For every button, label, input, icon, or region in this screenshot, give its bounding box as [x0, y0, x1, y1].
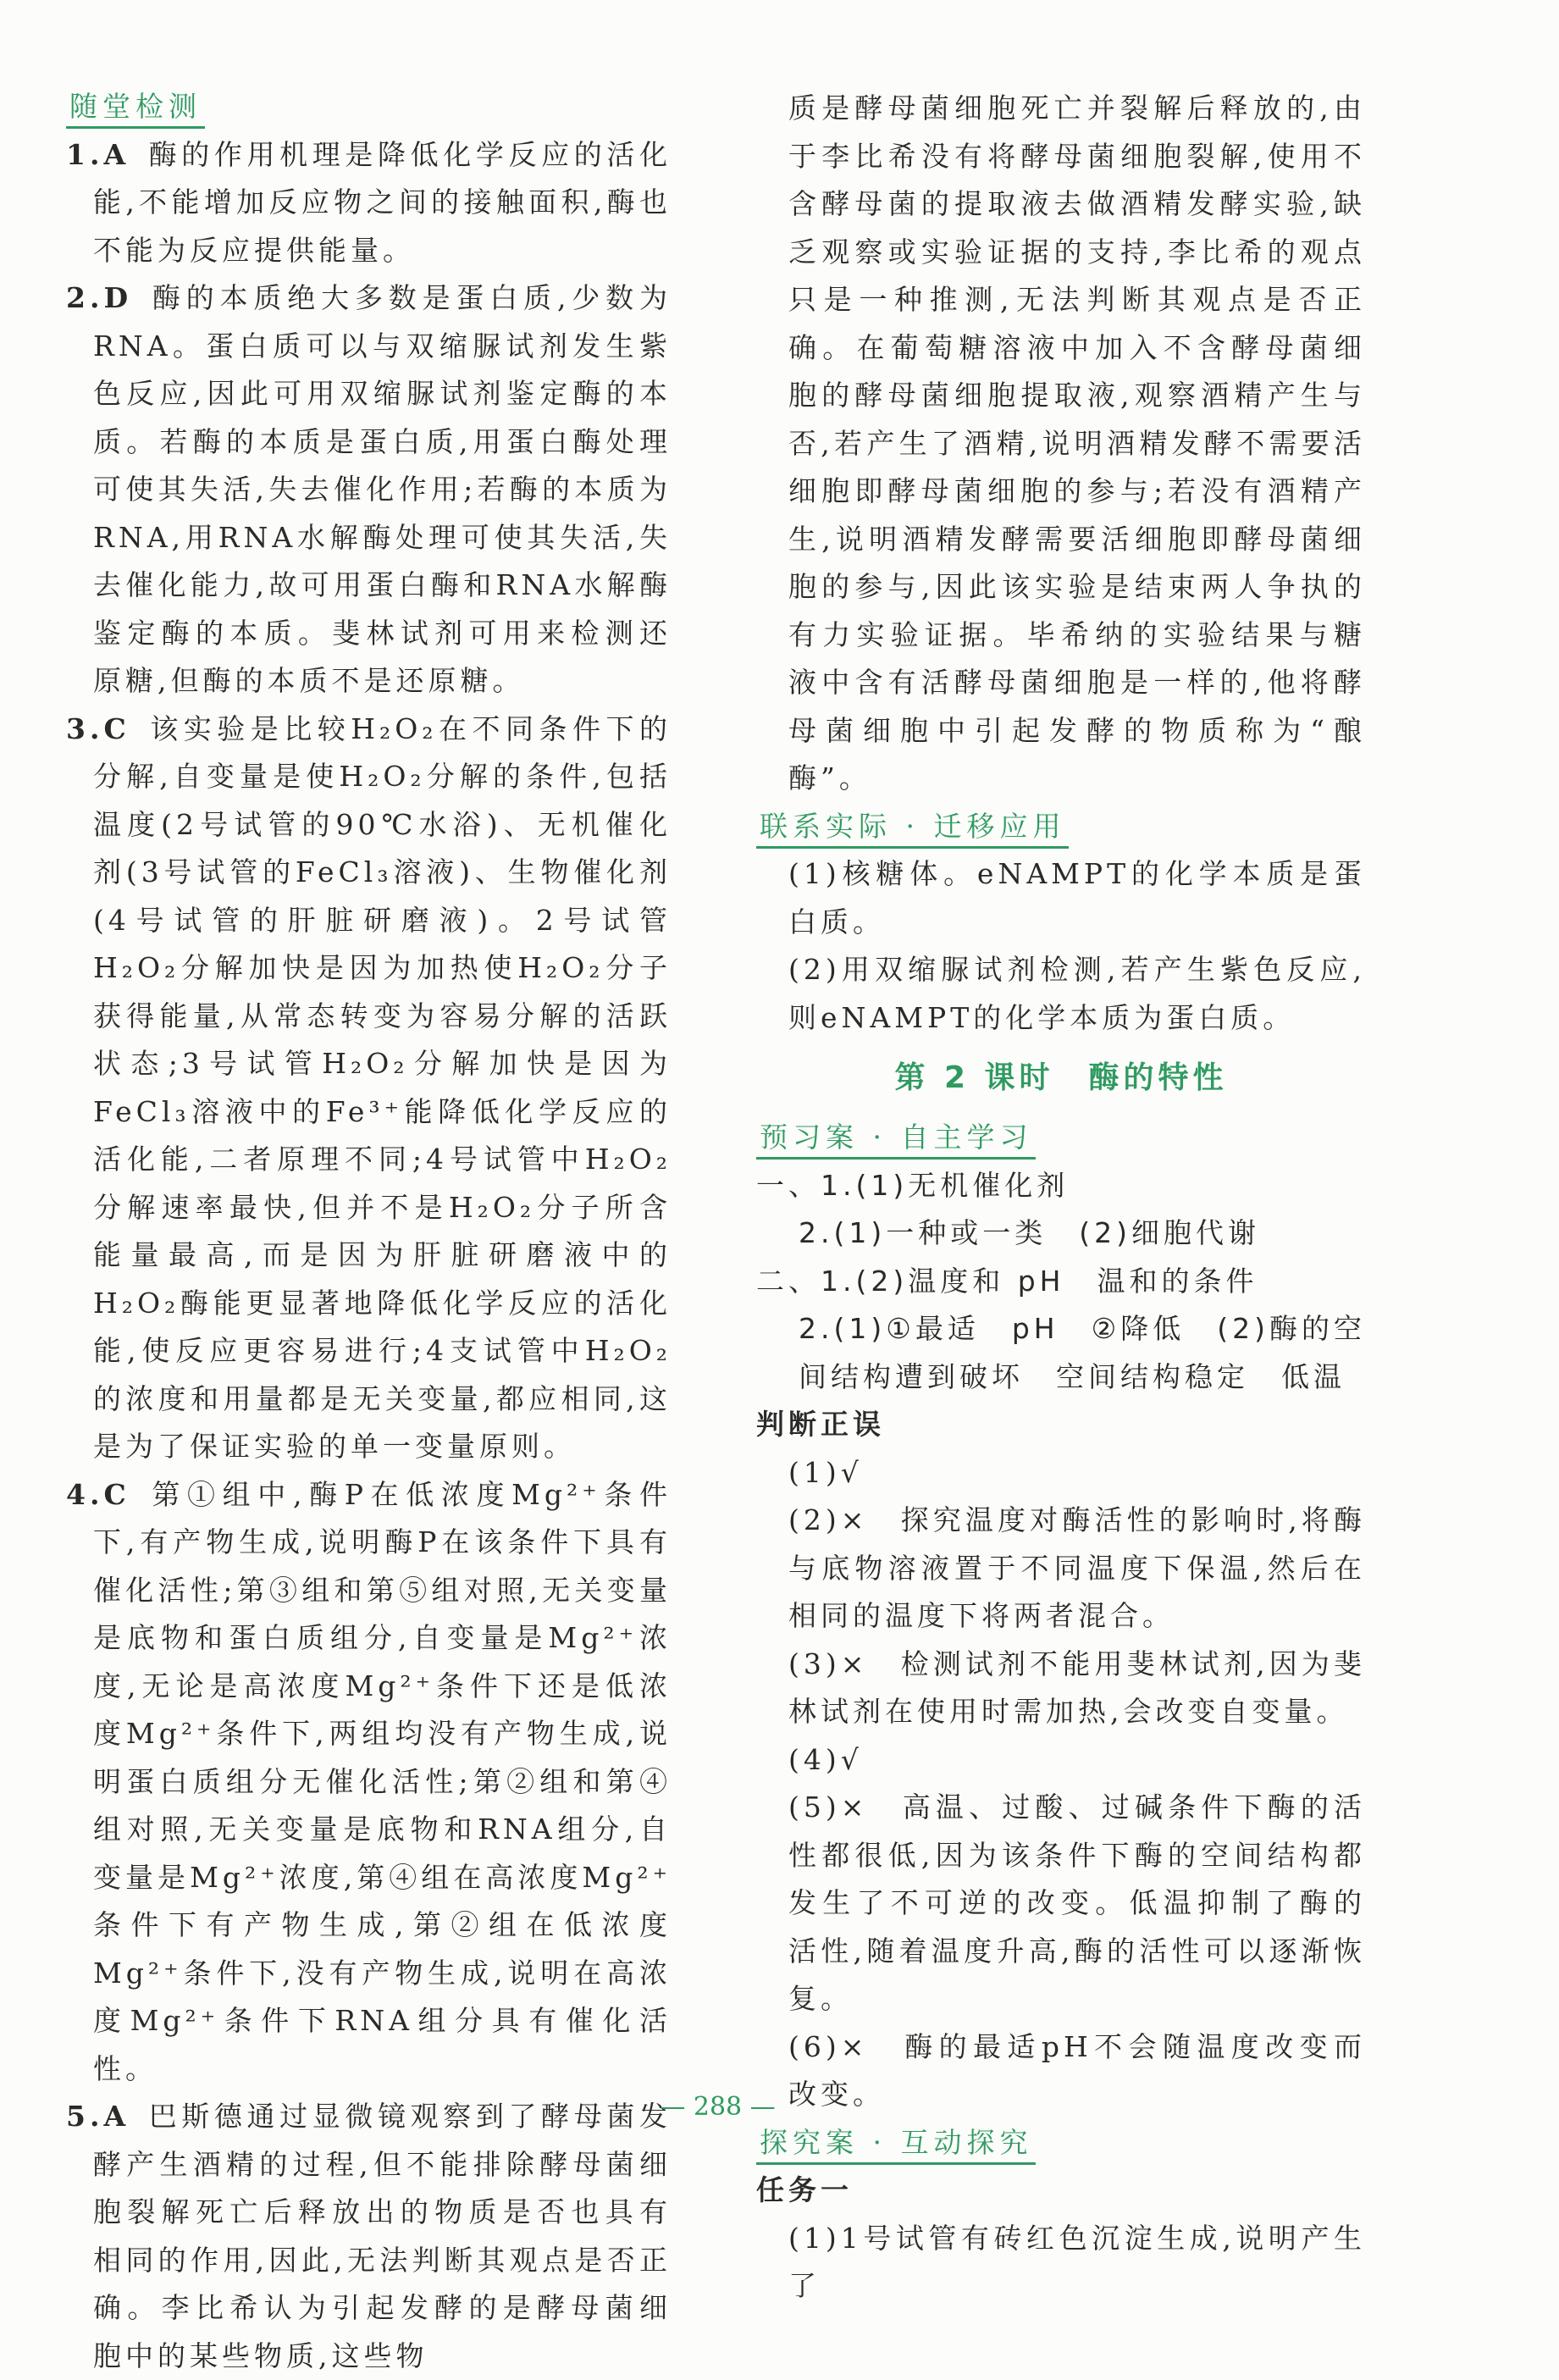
preview-answer: 2.(1)①最适 pH ②降低 (2)酶的空间结构遭到破坏 空间结构稳定 低温 — [799, 1312, 1366, 1393]
section-heading-classroom-check: 随堂检测 — [66, 87, 205, 129]
judge-heading: 判断正误 — [756, 1408, 885, 1441]
answer-explanation: 酶的作用机理是降低化学反应的活化能,不能增加反应物之间的接触面积,酶也不能为反应提供能量。 — [93, 137, 672, 267]
answer-explanation: 第①组中,酶P在低浓度Mg²⁺条件下,有产物生成,说明酶P在该条件下具有催化活性;第③组和第⑤组对照,无关变量是底物和蛋白质组分,自变量是Mg²⁺浓度,无论是高浓度Mg²⁺条件下还是低浓度Mg²⁺条件下,两组均没有产物生成,说明蛋白质组分无催化活性;第②组和第④组对照,无关变量是底物和RNA组分,自变量是Mg²⁺浓度,第④组在高浓度Mg²⁺条件下有产物生成,第②组在低浓度Mg²⁺条件下,没有产物生成,说明在高浓度Mg²⁺条件下RNA组分具有催化活性。 — [93, 1477, 672, 2085]
answer-number: 4. — [66, 1477, 104, 1511]
lesson-title: 第 2 课时 酶的特性 — [894, 1060, 1228, 1095]
answer-5-continuation: 质是酵母菌细胞死亡并裂解后释放的,由于李比希没有将酵母菌细胞裂解,使用不含酵母菌的提取液去做酒精发酵实验,缺乏观察或实验证据的支持,李比希的观点只是一种推测,无法判断其观点是否正确。在葡萄糖溶液中加入不含酵母菌细胞的酵母菌细胞提取液,观察酒精产生与否,若产生了酒精,说明酒精发酵不需要活细胞即酵母菌细胞的参与;若没有酒精产生,说明酒精发酵需要活细胞即酵母菌细胞的参与,因此该实验是结束两人争执的有力实验证据。毕希纳的实验结果与糖液中含有活酵母菌细胞是一样的,他将酵母菌细胞中引起发酵的物质称为“酿酶”。 — [788, 91, 1366, 794]
preview-answer: 一、1.(1)无机催化剂 — [756, 1168, 1070, 1202]
answer-choice: C — [103, 711, 130, 745]
judge-answer: (6)× 酶的最适pH不会随温度改变而改变。 — [788, 2029, 1366, 2111]
task-heading: 任务一 — [756, 2173, 853, 2206]
answer-number: 2. — [66, 281, 104, 314]
answer-number: 3. — [66, 711, 104, 745]
preview-answer: 2.(1)一种或一类 (2)细胞代谢 — [799, 1216, 1260, 1249]
answer-item — [66, 2093, 672, 2380]
judge-answer: (2)× 探究温度对酶活性的影响时,将酶与底物溶液置于不同温度下保温,然后在相同的温度下将两者混合。 — [788, 1503, 1366, 1632]
judge-answer: (1)√ — [788, 1455, 863, 1489]
answer-explanation: 巴斯德通过显微镜观察到了酵母菌发酵产生酒精的过程,但不能排除酵母菌细胞裂解死亡后释放出的物质是否也具有相同的作用,因此,无法判断其观点是否正确。李比希认为引起发酵的是酵母菌细胞中的某些物质,这些物 — [93, 2100, 672, 2372]
answer-item — [66, 706, 672, 1471]
practice-answer: (2)用双缩脲试剂检测,若产生紫色反应,则eNAMPT的化学本质为蛋白质。 — [788, 953, 1366, 1034]
practice-answer: (1)核糖体。eNAMPT的化学本质是蛋白质。 — [788, 857, 1366, 938]
page-number: — 288 — — [660, 2092, 776, 2122]
task-answer: (1)1号试管有砖红色沉淀生成,说明产生了 — [788, 2221, 1366, 2302]
answer-choice: D — [103, 281, 133, 314]
answer-explanation: 该实验是比较H₂O₂在不同条件下的分解,自变量是使H₂O₂分解的条件,包括温度(2号试管的90℃水浴)、无机催化剂(3号试管的FeCl₃溶液)、生物催化剂(4号试管的肝脏研磨液)。2号试管H₂O₂分解加快是因为加热使H₂O₂分子获得能量,从常态转变为容易分解的活跃状态;3号试管H₂O₂分解加快是因为FeCl₃溶液中的Fe³⁺能降低化学反应的活化能,二者原理不同;4号试管中H₂O₂分解速率最快,但并不是H₂O₂分子所含能量最高,而是因为肝脏研磨液中的H₂O₂酶能更显著地降低化学反应的活化能,使反应更容易进行;4支试管中H₂O₂的浓度和用量都是无关变量,都应相同,这是为了保证实验的单一变量原则。 — [93, 711, 672, 1463]
judge-answer: (5)× 高温、过酸、过碱条件下酶的活性都很低,因为该条件下酶的空间结构都发生了不可逆的改变。低温抑制了酶的活性,随着温度升高,酶的活性可以逐渐恢复。 — [788, 1791, 1366, 2015]
answer-item — [66, 274, 672, 706]
section-heading-practice: 联系实际 · 迁移应用 — [756, 807, 1069, 849]
answer-choice: A — [103, 137, 130, 171]
answer-item — [66, 131, 672, 275]
answer-item — [66, 1471, 672, 2094]
answer-number: 1. — [66, 137, 104, 171]
judge-answer: (3)× 检测试剂不能用斐林试剂,因为斐林试剂在使用时需加热,会改变自变量。 — [788, 1647, 1366, 1728]
answer-explanation: 酶的本质绝大多数是蛋白质,少数为RNA。蛋白质可以与双缩脲试剂发生紫色反应,因此可用双缩脲试剂鉴定酶的本质。若酶的本质是蛋白质,用蛋白酶处理可使其失活,失去催化作用;若酶的本质为RNA,用RNA水解酶处理可使其失活,失去催化能力,故可用蛋白酶和RNA水解酶鉴定酶的本质。斐林试剂可用来检测还原糖,但酶的本质不是还原糖。 — [93, 281, 672, 697]
answer-number: 5. — [66, 2100, 104, 2133]
right-column — [756, 85, 1366, 2311]
answer-choice: C — [103, 1477, 130, 1511]
section-heading-preview: 预习案 · 自主学习 — [756, 1118, 1036, 1160]
judge-answer: (4)√ — [788, 1742, 863, 1776]
left-column — [66, 83, 672, 2380]
answer-choice: A — [103, 2100, 130, 2133]
section-heading-explore: 探究案 · 互动探究 — [756, 2123, 1036, 2165]
preview-answer: 二、1.(2)温度和 pH 温和的条件 — [756, 1264, 1258, 1298]
